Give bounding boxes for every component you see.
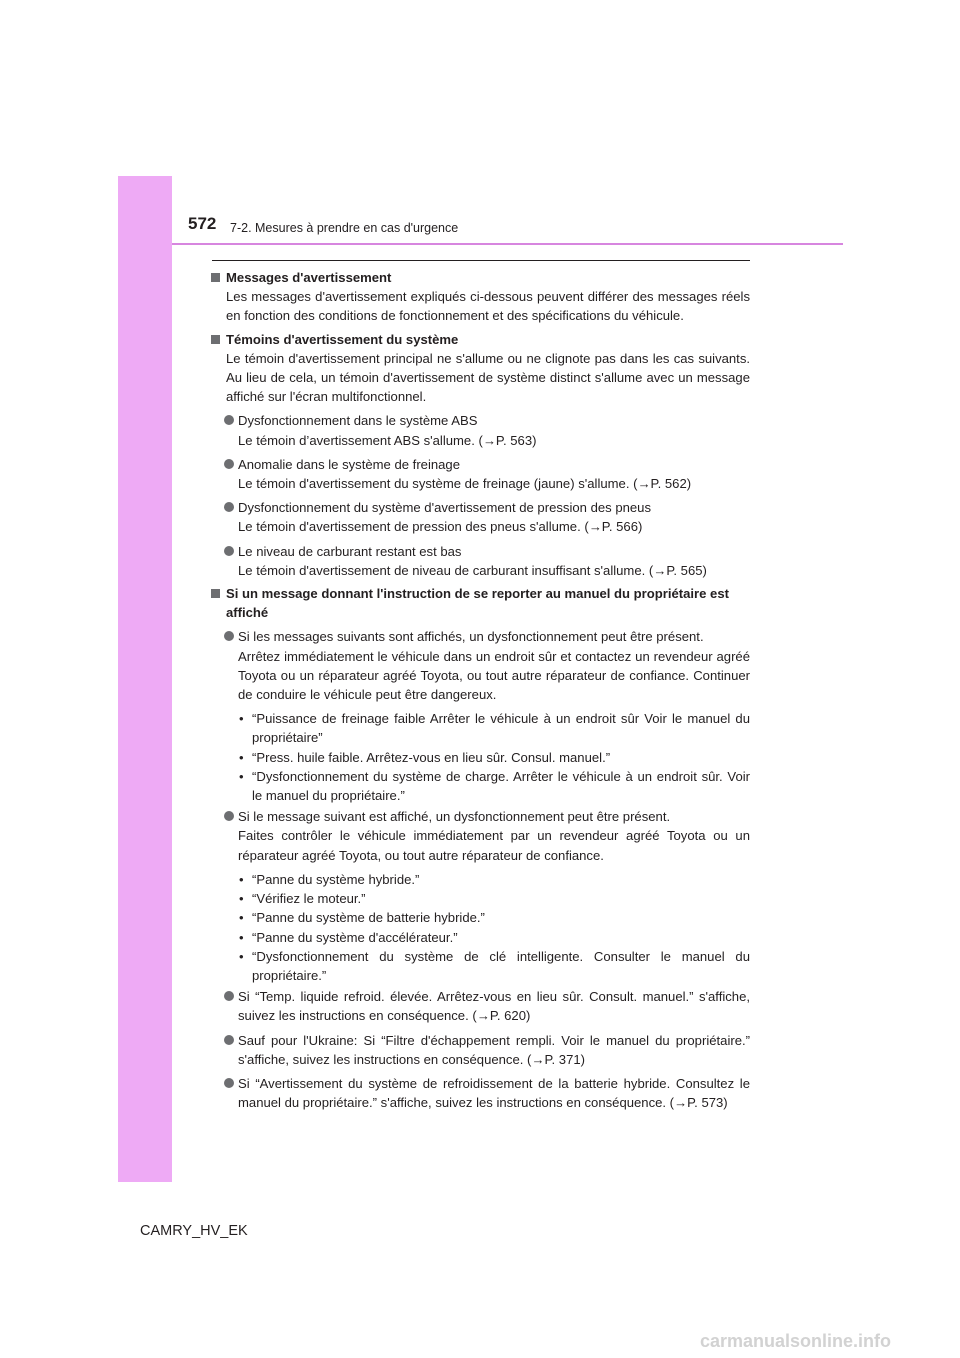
message-item: • “Dysfonctionnement du système de clé intelligente. Consulter le manuel du propriétaire.” (239, 948, 750, 983)
list-item: Dysfonctionnement dans le système ABS Le témoin d’avertissement ABS s'allume. (→P. 563) (210, 411, 750, 449)
header-rule (172, 243, 843, 245)
message-item: • “Puissance de freinage faible Arrêter le véhicule à un endroit sûr Voir le manuel du propriétaire” (239, 711, 750, 746)
section-warning-messages (210, 268, 750, 326)
list-item: Sauf pour l'Ukraine: Si “Filtre d'échappement rempli. Voir le manuel du propriétaire.” s'affiche, suivez les instructions en conséquence. (→P. 371) (210, 1031, 750, 1069)
list-item: Si “Avertissement du système de refroidissement de la batterie hybride. Consultez le manuel du propriétaire.” s'affiche, suivez les instructions en conséquence. (→P. 573) (210, 1074, 750, 1112)
page-content (210, 268, 750, 1116)
section-owners-manual-message (210, 584, 750, 1112)
circle-bullet-icon (224, 502, 234, 512)
chapter-title: 7-2. Mesures à prendre en cas d'urgence (230, 221, 459, 235)
message-item: • “Panne du système d'accélérateur.” (239, 929, 458, 945)
list-item: Anomalie dans le système de freinage Le témoin d'avertissement du système de freinage (jaune) s'allume. (→P. 562) (210, 455, 750, 493)
watermark: carmanualsonline.info (700, 1331, 892, 1351)
message-item: • “Vérifiez le moteur.” (239, 891, 366, 907)
message-item: • “Dysfonctionnement du système de charge. Arrêter le véhicule à un endroit sûr. Voir le manuel du propriétaire.” (239, 768, 750, 804)
chapter-side-tab (118, 176, 172, 1182)
section-divider (212, 260, 750, 261)
section-title: Si un message donnant l'instruction de se reporter au manuel du propriétaire est affiché (210, 584, 750, 622)
circle-bullet-icon (224, 459, 234, 469)
list-item: Si le message suivant est affiché, un dysfonctionnement peut être présent. Faites contrôler le véhicule immédiatement par un revendeur agréé Toyota ou un réparateur agréé Toyota, ou tout autre réparateur de confiance. (210, 807, 750, 865)
circle-bullet-icon (224, 1035, 234, 1045)
page-number: 572 (188, 214, 217, 233)
section-system-warning-lights (210, 330, 750, 580)
circle-bullet-icon (224, 991, 234, 1001)
circle-bullet-icon (224, 415, 234, 425)
message-list (210, 870, 750, 985)
square-bullet-icon (211, 335, 220, 344)
message-item: • “Panne du système hybride.” (239, 871, 420, 887)
circle-bullet-icon (224, 811, 234, 821)
square-bullet-icon (211, 273, 220, 282)
circle-bullet-icon (224, 631, 234, 641)
section-body: Le témoin d'avertissement principal ne s'allume ou ne clignote pas dans les cas suivants. Au lieu de cela, un témoin d'avertissement de système distinct s'allume avec un message affiché sur l'écran multifonctionnel. (226, 350, 750, 405)
section-body: Les messages d'avertissement expliqués ci-dessous peuvent différer des messages réels en fonction des conditions de fonctionnement et des spécifications du véhicule. (226, 289, 750, 324)
message-list (210, 709, 750, 805)
list-item: Dysfonctionnement du système d'avertissement de pression des pneus Le témoin d'avertissement de pression des pneus s'allume. (→P. 566) (210, 498, 750, 536)
message-item: • “Panne du système de batterie hybride.” (239, 910, 485, 926)
message-item: • “Press. huile faible. Arrêtez-vous en lieu sûr. Consul. manuel.” (239, 749, 611, 765)
section-title: Messages d'avertissement (210, 268, 750, 287)
circle-bullet-icon (224, 1078, 234, 1088)
section-title: Témoins d'avertissement du système (210, 330, 750, 349)
list-item: Si les messages suivants sont affichés, un dysfonctionnement peut être présent. Arrêtez immédiatement le véhicule dans un endroit sûr et contactez un revendeur agréé Toyota ou un réparateur agréé Toyota, ou tout autre réparateur de confiance. Continuer de conduire le véhicule peut être dangereux. (210, 627, 750, 704)
list-item: Le niveau de carburant restant est bas Le témoin d'avertissement de niveau de carburant insuffisant s'allume. (→P. 565) (210, 542, 750, 580)
list-item: Si “Temp. liquide refroid. élevée. Arrêtez-vous en lieu sûr. Consult. manuel.” s'affiche, suivez les instructions en conséquence. (→P. 620) (210, 987, 750, 1025)
model-code: CAMRY_HV_EK (140, 1223, 248, 1239)
square-bullet-icon (211, 589, 220, 598)
circle-bullet-icon (224, 546, 234, 556)
